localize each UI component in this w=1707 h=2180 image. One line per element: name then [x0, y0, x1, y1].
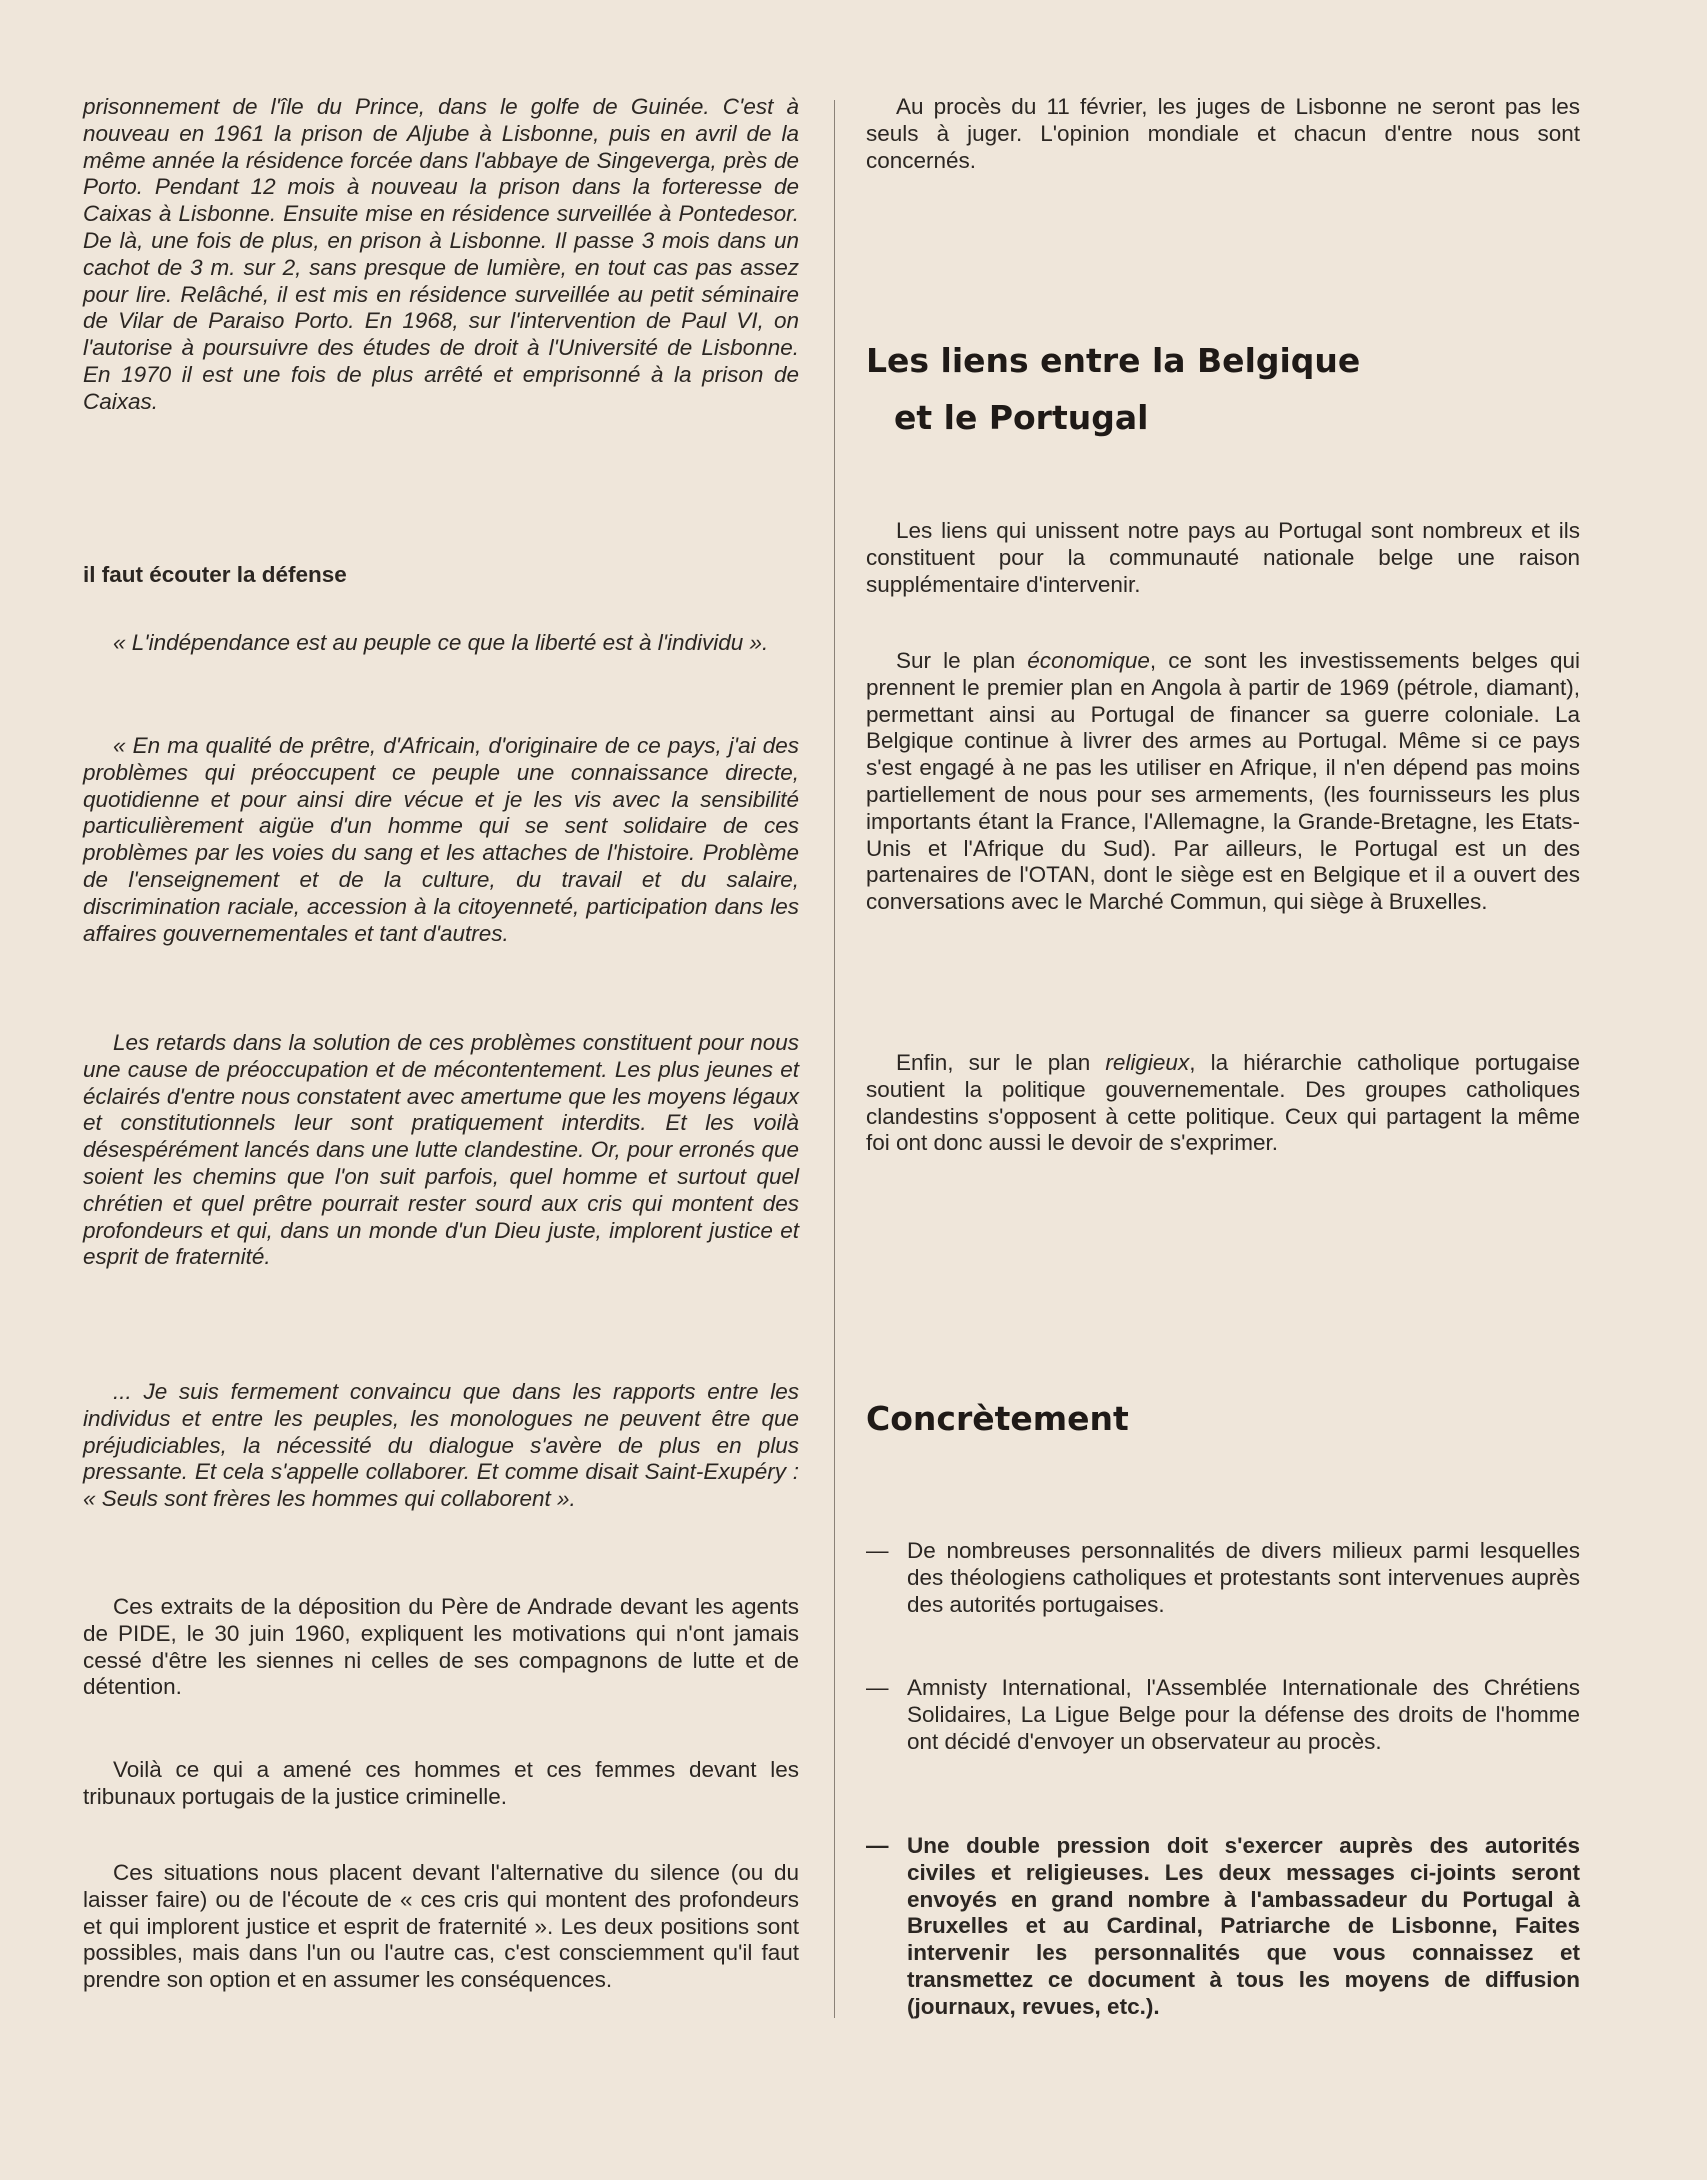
dash-bullet: —	[866, 1833, 889, 1858]
heading-concretement: Concrètement	[866, 1399, 1129, 1438]
dash-bullet: —	[866, 1538, 889, 1563]
dash-bullet: —	[866, 1675, 889, 1700]
quote-priest: « En ma qualité de prêtre, d'Africain, d'originaire de ce pays, j'ai des problèmes qui préoccupent ce peuple une connaissance directe, quotidienne et pour ainsi dire vécue et je les vis avec la sensibilité particulièrement aigüe d'un homme qui se sent solidaire de ces problèmes par les voies du sang et les attaches de l'histoire. Problème de l'enseignement et de la culture, du travail et du salaire, discrimination raciale, accession à la citoyenneté, participation dans les affaires gouvernementales et tant d'autres.	[83, 733, 799, 946]
paragraph-alternative: Ces situations nous placent devant l'alternative du silence (ou du laisser faire) ou de l'écoute de « ces cris qui montent des profondeurs et qui implorent justice et esprit de fraternité ». Les deux positions sont possibles, mais dans l'un ou l'autre cas, c'est consciemment qu'il faut prendre son option et en assumer les conséquences.	[83, 1860, 799, 1993]
quote-dialogue: ... Je suis fermement convaincu que dans les rapports entre les individus et entre les peuples, les monologues ne peuvent être que préjudiciables, la nécessité du dialogue s'avère de plus en plus pressante. Et cela s'appelle collaborer. Et comme disait Saint-Exupéry : « Seuls sont frères les hommes qui collaborent ».	[83, 1379, 799, 1512]
list-item: — De nombreuses personnalités de divers milieux parmi lesquelles des théologiens catholiques et protestants sont intervenues auprès des autorités portugaises.	[866, 1538, 1580, 1617]
quote-independence: « L'indépendance est au peuple ce que la liberté est à l'individu ».	[113, 630, 769, 655]
paragraph-links: Les liens qui unissent notre pays au Portugal sont nombreux et ils constituent pour la communauté nationale belge une raison supplémentaire d'intervenir.	[866, 518, 1580, 597]
list-item: — Une double pression doit s'exercer auprès des autorités civiles et religieuses. Les deux messages ci-joints seront envoyés en grand nombre à l'ambassadeur du Portugal à Bruxelles et au Cardinal, Patriarche de Lisbonne, Faites intervenir les personnalités que vous connaissez et transmettez ce document à tous les moyens de diffusion (journaux, revues, etc.).	[866, 1833, 1580, 2019]
paragraph-tribunals: Voilà ce qui a amené ces hommes et ces femmes devant les tribunaux portugais de la justice criminelle.	[83, 1757, 799, 1809]
paragraph-imprisonment: prisonnement de l'île du Prince, dans le golfe de Guinée. C'est à nouveau en 1961 la prison de Aljube à Lisbonne, puis en avril de la même année la résidence forcée dans l'abbaye de Singeverga, près de Porto. Pendant 12 mois à nouveau la prison dans la forteresse de Caixas à Lisbonne. Ensuite mise en résidence surveillée à Pontedesor. De là, une fois de plus, en prison à Lisbonne. Il passe 3 mois dans un cachot de 3 m. sur 2, sans presque de lumière, en tout cas pas assez pour lire. Relâché, il est mis en résidence surveillée au petit séminaire de Vilar de Paraiso Porto. En 1968, sur l'intervention de Paul VI, on l'autorise à poursuivre des études de droit à l'Université de Lisbonne. En 1970 il est une fois de plus arrêté et emprisonné à la prison de Caixas.	[83, 94, 799, 414]
column-divider	[834, 100, 835, 2018]
list-item: — Amnisty International, l'Assemblée Internationale des Chrétiens Solidaires, La Ligue Belge pour la défense des droits de l'homme ont décidé d'envoyer un observateur au procès.	[866, 1675, 1580, 1754]
subheading-defense: il faut écouter la défense	[83, 562, 347, 587]
paragraph-religious: Enfin, sur le plan religieux, la hiérarchie catholique portugaise soutient la politique gouvernementale. Des groupes catholiques clandestins s'opposent à cette politique. Ceux qui partagent la même foi ont donc aussi le devoir de s'exprimer.	[866, 1050, 1580, 1156]
quote-delays: Les retards dans la solution de ces problèmes constituent pour nous une cause de préoccupation et de mécontentement. Les plus jeunes et éclairés d'entre nous constatent avec amertume que les moyens légaux et constitutionnels leur sont pratiquement interdits. Et les voilà désespérément lancés dans une lutte clandestine. Or, pour erronés que soient les chemins que l'on suit parfois, quel homme et surtout quel chrétien et quel prêtre pourrait rester sourd aux cris qui montent des profondeurs et qui, dans un monde d'un Dieu juste, implorent justice et esprit de fraternité.	[83, 1030, 799, 1270]
paragraph-extracts: Ces extraits de la déposition du Père de Andrade devant les agents de PIDE, le 30 juin 1960, expliquent les motivations qui n'ont jamais cessé d'être les siennes ni celles de ses compagnons de lutte et de détention.	[83, 1594, 799, 1700]
paragraph-economic: Sur le plan économique, ce sont les investissements belges qui prennent le premier plan en Angola à partir de 1969 (pétrole, diamant), permettant ainsi au Portugal de financer sa guerre coloniale. La Belgique continue à livrer des armes au Portugal. Même si ce pays s'est engagé à ne pas les utiliser en Afrique, il n'en dépend pas moins partiellement de nous pour ses armements, (les fournisseurs les plus importants étant la France, l'Allemagne, la Grande-Bretagne, les Etats-Unis et l'Afrique du Sud). Par ailleurs, le Portugal est un des partenaires de l'OTAN, dont le siège est en Belgique et il a ouvert des conversations avec le Marché Commun, qui siège à Bruxelles.	[866, 648, 1580, 915]
heading-belgium-portugal: Les liens entre la Belgique et le Portugal	[866, 341, 1361, 437]
paragraph-trial: Au procès du 11 février, les juges de Lisbonne ne seront pas les seuls à juger. L'opinion mondiale et chacun d'entre nous sont concernés.	[866, 94, 1580, 173]
